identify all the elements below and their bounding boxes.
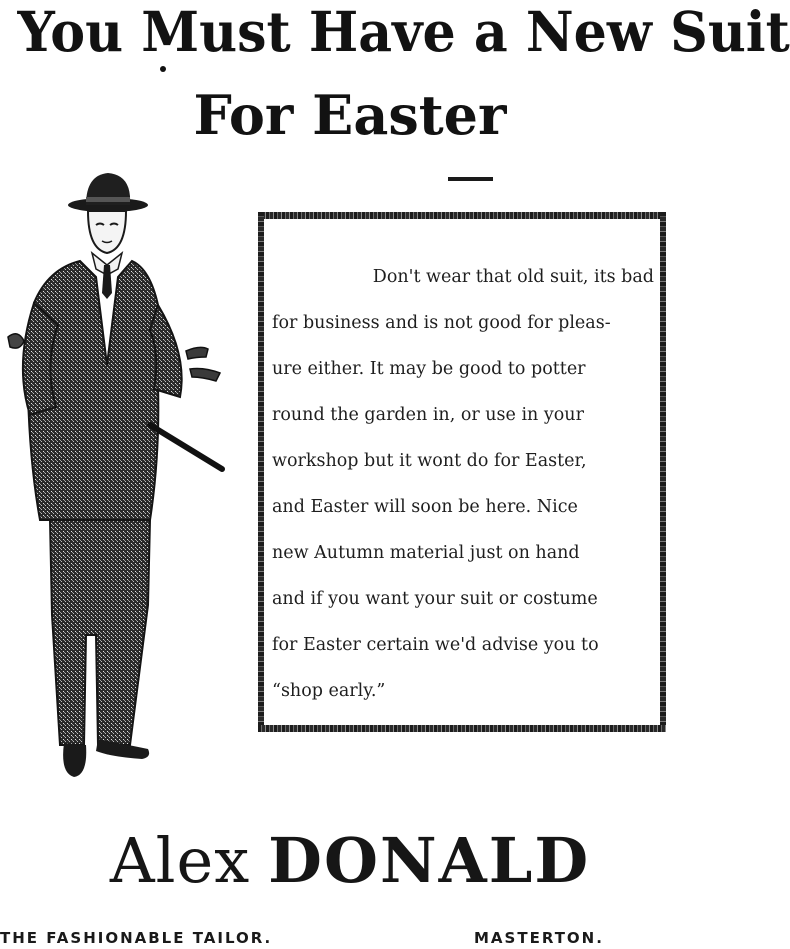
copy-line: and if you want your suit or costume (272, 589, 598, 609)
gentleman-in-suit-with-cane-icon (0, 165, 240, 785)
copy-line: round the garden in, or use in your (272, 405, 584, 425)
footer-town: MASTERTON. (474, 929, 604, 947)
gentleman-illustration (0, 165, 240, 785)
box-border-bottom (258, 725, 666, 732)
footer-tagline: THE FASHIONABLE TAILOR. (0, 929, 273, 947)
copy-line: “shop early.” (272, 681, 386, 701)
copy-line: new Autumn material just on hand (272, 543, 580, 563)
copy-line: ure either. It may be good to potter (272, 359, 586, 379)
copy-line: and Easter will soon be here. Nice (272, 497, 578, 517)
headline-line-2: For Easter (193, 83, 507, 147)
copy-line: Don't wear that old suit, its bad (372, 267, 654, 287)
advertiser-name (0, 825, 700, 897)
headline-line-1: You Must Have a New Suit (17, 0, 790, 64)
box-border-top (258, 212, 666, 219)
box-border-right (660, 212, 666, 732)
copy-line: workshop but it wont do for Easter, (272, 451, 587, 471)
advert-copy-box (258, 212, 666, 732)
copy-line: for business and is not good for pleas- (272, 313, 611, 333)
print-speck (160, 66, 166, 72)
box-border-left (258, 212, 264, 732)
advertiser-last-name: DONALD (268, 824, 591, 897)
copy-line: for Easter certain we'd advise you to (272, 635, 599, 655)
advertiser-first-name: Alex (109, 824, 251, 897)
divider-dash (448, 177, 493, 181)
advert-copy (272, 262, 654, 722)
